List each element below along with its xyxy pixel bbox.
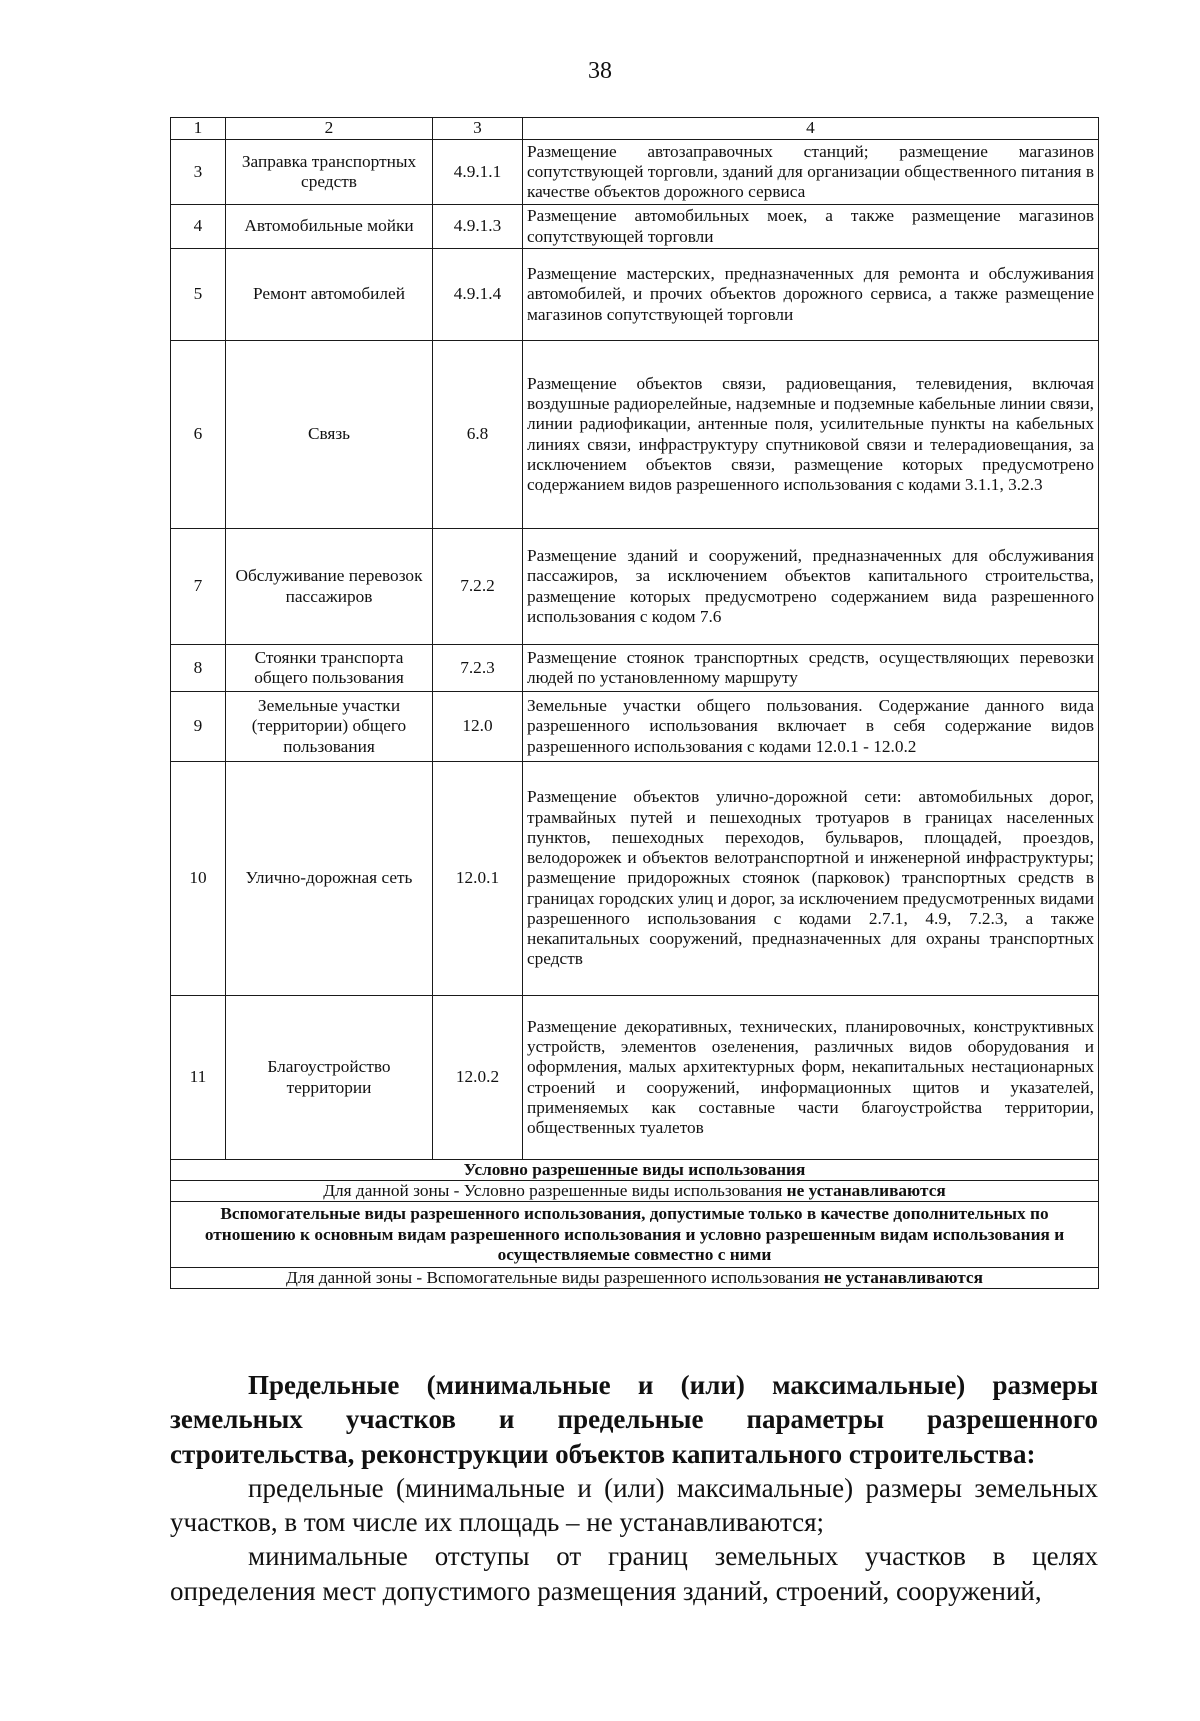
auxiliary-uses-title: Вспомогательные виды разрешенного использования, допустимые только в качестве дополнительных по отношению к основным видам разрешенного использования и условно разрешенным видам использования и осуществляемые совместно с ними: [171, 1202, 1099, 1268]
use-name: Благоустройство территории: [226, 996, 433, 1160]
use-name: Заправка транспортных средств: [226, 140, 433, 205]
table-row: [171, 140, 1099, 205]
conditional-uses-title-row: [171, 1160, 1099, 1181]
row-number: 11: [171, 996, 226, 1160]
parameters-heading: Предельные (минимальные и (или) максимальные) размеры земельных участков и предельные параметры разрешенного строительства, реконструкции объектов капитального строительства:: [170, 1370, 1098, 1469]
conditional-uses-title: Условно разрешенные виды использования: [171, 1160, 1099, 1181]
table-row: [171, 205, 1099, 249]
conditional-uses-note-row: [171, 1181, 1099, 1202]
use-code: 4.9.1.4: [433, 249, 523, 341]
row-number: 5: [171, 249, 226, 341]
use-code: 12.0: [433, 692, 523, 762]
table-row: [171, 692, 1099, 762]
table-header-row: [171, 118, 1099, 140]
row-number: 3: [171, 140, 226, 205]
land-use-table-wrapper: [170, 117, 1098, 1289]
row-number: 9: [171, 692, 226, 762]
conditional-uses-note: [171, 1181, 1099, 1202]
use-code: 12.0.1: [433, 762, 523, 996]
use-description: Размещение мастерских, предназначенных для ремонта и обслуживания автомобилей, и прочих объектов дорожного сервиса, а также размещение магазинов сопутствующей торговли: [523, 249, 1099, 341]
column-header: 4: [523, 118, 1099, 140]
paragraph: минимальные отступы от границ земельных участков в целях определения мест допустимого размещения зданий, строений, сооружений,: [170, 1541, 1098, 1606]
use-code: 7.2.2: [433, 529, 523, 645]
table-row: [171, 762, 1099, 996]
auxiliary-uses-title-row: [171, 1202, 1099, 1268]
use-description: Размещение зданий и сооружений, предназначенных для обслуживания пассажиров, за исключением объектов капитального строительства, размещение которых предусмотрено содержанием вида разрешенного использования с кодом 7.6: [523, 529, 1099, 645]
use-description: Размещение объектов связи, радиовещания, телевидения, включая воздушные радиорелейные, надземные и подземные кабельные линии связи, линии радиофикации, антенные поля, усилительные пункты на кабельных линиях связи, инфраструктуру спутниковой связи и телерадиовещания, за исключением объектов связи, размещение которых предусмотрено содержанием видов разрешенного использования с кодами 3.1.1, 3.2.3: [523, 341, 1099, 529]
conditional-uses-note-text: Для данной зоны - Условно разрешенные виды использования: [323, 1181, 787, 1201]
table-row: [171, 529, 1099, 645]
use-description: Размещение автозаправочных станций; размещение магазинов сопутствующей торговли, зданий для организации общественного питания в качестве объектов дорожного сервиса: [523, 140, 1099, 205]
auxiliary-uses-note-status: не устанавливаются: [823, 1268, 983, 1288]
table-row: [171, 341, 1099, 529]
use-description: Размещение объектов улично-дорожной сети: автомобильных дорог, трамвайных путей и пешеходных тротуаров в границах населенных пунктов, пешеходных переходов, бульваров, площадей, проездов, велодорожек и объектов велотранспортной и инженерной инфраструктуры; размещение придорожных стоянок (парковок) транспортных средств в границах городских улиц и дорог, за исключением предусмотренных видами разрешенного использования с кодами 2.7.1, 4.9, 7.2.3, а также некапитальных сооружений, предназначенных для охраны транспортных средств: [523, 762, 1099, 996]
use-description: Размещение автомобильных моек, а также размещение магазинов сопутствующей торговли: [523, 205, 1099, 249]
auxiliary-uses-note: [171, 1268, 1099, 1289]
row-number: 6: [171, 341, 226, 529]
row-number: 10: [171, 762, 226, 996]
use-code: 7.2.3: [433, 645, 523, 692]
column-header: 3: [433, 118, 523, 140]
conditional-uses-note-status: не устанавливаются: [786, 1181, 946, 1201]
use-name: Стоянки транспорта общего пользования: [226, 645, 433, 692]
use-name: Обслуживание перевозок пассажиров: [226, 529, 433, 645]
table-row: [171, 249, 1099, 341]
paragraph: предельные (минимальные и (или) максимальные) размеры земельных участков, в том числе их площадь – не устанавливаются;: [170, 1472, 1098, 1538]
use-description: Размещение декоративных, технических, планировочных, конструктивных устройств, элементов озеленения, различных видов оборудования и оформления, малых архитектурных форм, некапитальных нестационарных строений и сооружений, информационных щитов и указателей, применяемых как составные части благоустройства территории, общественных туалетов: [523, 996, 1099, 1160]
table-row: [171, 996, 1099, 1160]
use-name: Связь: [226, 341, 433, 529]
row-number: 4: [171, 205, 226, 249]
use-name: Автомобильные мойки: [226, 205, 433, 249]
parameters-section: [170, 1368, 1098, 1608]
use-code: 4.9.1.1: [433, 140, 523, 205]
land-use-table: [170, 117, 1099, 1289]
use-code: 12.0.2: [433, 996, 523, 1160]
use-code: 6.8: [433, 341, 523, 529]
column-header: 2: [226, 118, 433, 140]
auxiliary-uses-note-row: [171, 1268, 1099, 1289]
use-name: Земельные участки (территории) общего пользования: [226, 692, 433, 762]
row-number: 7: [171, 529, 226, 645]
auxiliary-uses-note-text: Для данной зоны - Вспомогательные виды разрешенного использования: [286, 1268, 824, 1288]
use-name: Ремонт автомобилей: [226, 249, 433, 341]
use-description: Размещение стоянок транспортных средств, осуществляющих перевозки людей по установленному маршруту: [523, 645, 1099, 692]
use-name: Улично-дорожная сеть: [226, 762, 433, 996]
use-description: Земельные участки общего пользования. Содержание данного вида разрешенного использования включает в себя содержание видов разрешенного использования с кодами 12.0.1 - 12.0.2: [523, 692, 1099, 762]
use-code: 4.9.1.3: [433, 205, 523, 249]
table-row: [171, 645, 1099, 692]
column-header: 1: [171, 118, 226, 140]
page-number: 38: [588, 58, 612, 84]
row-number: 8: [171, 645, 226, 692]
